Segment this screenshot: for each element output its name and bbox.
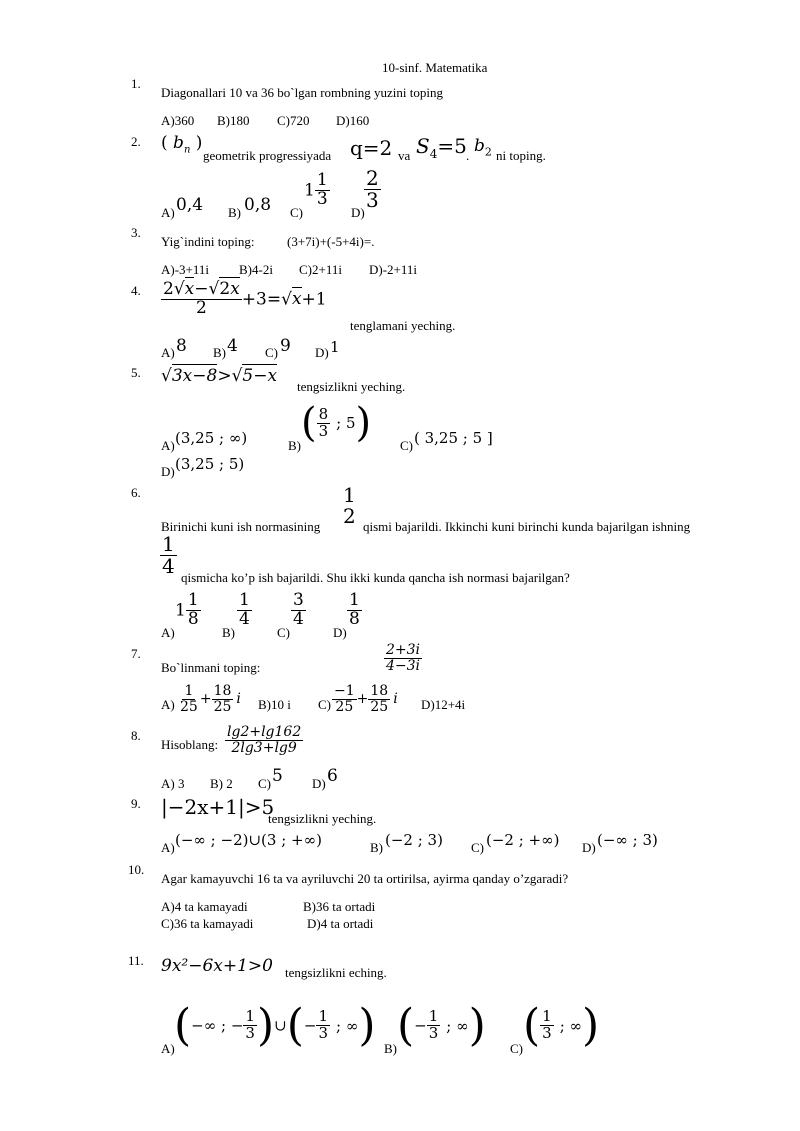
option-a-value: 8	[176, 336, 187, 356]
option-d-label: D)	[315, 345, 329, 360]
option-d-label: D)	[161, 464, 175, 479]
option-d-label: D)	[351, 205, 365, 220]
question-text: qismicha ko’p ish bajarildi. Shu ikki kunda qancha ish normasi bajarilgan?	[181, 570, 570, 585]
question-expression: (3+7i)+(-5+4i)=.	[287, 234, 375, 249]
option-c-label: C)	[318, 697, 331, 712]
question-text: qismi bajarildi. Ikkinchi kuni birinchi kunda bajarilgan ishning	[363, 519, 691, 534]
equation: $\frac{2√x-√2x}{2}$ +3=√x+1	[163, 279, 327, 318]
option-c-value: $\frac{-1}{25}$ + $\frac{18}{25}$ i	[334, 683, 398, 715]
question-text: Hisoblang:	[161, 737, 219, 752]
option-b-value: (− $\frac{1}{3}$ ; ∞)	[397, 1000, 486, 1051]
option-b-value: 4	[227, 336, 238, 356]
log-expression: $\frac{\lg 2+\lg 162}{2\lg 3+\lg 9}$	[227, 724, 302, 756]
question-text: geometrik progressiyada	[203, 148, 332, 163]
option-c: C)2+11i	[299, 262, 342, 277]
option-c-label: C)	[471, 840, 484, 855]
option-c-label: C)	[290, 205, 303, 220]
option-b-label: B)	[370, 840, 383, 855]
page-header: 10-sinf. Matematika	[382, 60, 488, 75]
option-a-value: 0,4	[176, 195, 204, 215]
option-c-value: (−2 ; +∞)	[486, 831, 560, 849]
question-number: 7.	[131, 646, 141, 661]
question-number: 3.	[131, 225, 141, 240]
option-d-value: 6	[327, 766, 338, 786]
option-a-label: A)	[161, 345, 175, 360]
option-d-value: $\frac{2}{3}$	[366, 166, 379, 212]
option-d-value: $\frac{1}{8}$	[349, 590, 360, 629]
sequence-expression: ( $b_n$ )	[161, 133, 203, 156]
question-text: Bo`linmani toping:	[161, 660, 261, 675]
option-c-value: 5	[272, 766, 283, 786]
inequality: 9x²−6x+1>0	[161, 956, 273, 976]
question-text: Agar kamayuvchi 16 ta va ayriluvchi 20 ta ortirilsa, ayirma qanday o’zgaradi?	[161, 871, 569, 886]
option-b-label: B)	[288, 438, 301, 453]
option-a: A)-3+11i	[161, 262, 210, 277]
option-a: A) 3	[161, 776, 185, 791]
option-b-value: $\frac{1}{4}$	[239, 590, 250, 629]
question-number: 9.	[131, 796, 141, 811]
separator: .	[466, 148, 470, 163]
fraction-half: 1 2	[343, 483, 356, 528]
connector-text: va	[398, 148, 411, 163]
question-number: 10.	[128, 862, 145, 877]
question-number: 5.	[131, 365, 141, 380]
option-d-value: 1	[330, 338, 340, 356]
option-d: D)-2+11i	[369, 262, 418, 277]
question-number: 8.	[131, 728, 141, 743]
option-a-label: A)	[161, 697, 175, 712]
option-a: A)4 ta kamayadi	[161, 899, 248, 914]
option-c-label: C)	[258, 776, 271, 791]
question-text: Diagonallari 10 va 36 bo`lgan rombning yuzini toping	[161, 85, 443, 100]
option-c-label: C)	[277, 625, 290, 640]
option-d-value: (3,25 ; 5)	[175, 455, 245, 473]
option-d: D)12+4i	[421, 697, 466, 712]
option-d-value: (−∞ ; 3)	[597, 831, 658, 849]
option-a-label: A)	[161, 840, 175, 855]
option-a-label: A)	[161, 625, 175, 640]
option-b-value: 0,8	[244, 195, 272, 215]
option-b: B)36 ta ortadi	[303, 899, 376, 914]
question-text: tenglamani yeching.	[350, 318, 456, 333]
option-c-value: $\frac{3}{4}$	[293, 590, 304, 629]
option-a-value: (3,25 ; ∞)	[175, 429, 248, 447]
option-a-value: 1 $\frac{1}{8}$	[175, 590, 199, 629]
option-c-value: ( $\frac{1}{3}$ ; ∞)	[523, 1000, 600, 1051]
ratio-expression: q=2	[350, 136, 393, 160]
option-c-label: C)	[400, 438, 413, 453]
option-a: A)360	[161, 113, 195, 128]
option-b-label: B)	[222, 625, 235, 640]
fraction-quarter: $\frac{1}{4}$	[162, 532, 175, 578]
question-number: 4.	[131, 283, 141, 298]
question-text: tengsizlikni yeching.	[268, 811, 377, 826]
inequality: |−2x+1|>5	[161, 795, 275, 819]
option-b: B) 2	[210, 776, 233, 791]
option-d-label: D)	[582, 840, 596, 855]
option-b-value: (−2 ; 3)	[385, 831, 443, 849]
option-b-label: B)	[213, 345, 226, 360]
option-c-label: C)	[510, 1041, 523, 1056]
option-b-label: B)	[384, 1041, 397, 1056]
question-text: tengsizlikni eching.	[285, 965, 387, 980]
term-expression: $b_2$	[474, 136, 492, 159]
option-a-value: $\frac{1}{25}$ + $\frac{18}{25}$ i	[180, 683, 241, 715]
option-a-label: A)	[161, 438, 175, 453]
question-text: tengsizlikni yeching.	[297, 379, 406, 394]
question-text: ni toping.	[496, 148, 546, 163]
option-b: B)4-2i	[239, 262, 273, 277]
quotient-expression: $\frac{2+3i}{4-3i}$	[386, 642, 421, 674]
question-number: 2.	[131, 134, 141, 149]
option-b-value: ( $\frac{8}{3}$ ; 5)	[301, 400, 372, 446]
question-text: Yig`indini toping:	[161, 234, 255, 249]
option-b: B)10 i	[258, 697, 291, 712]
option-d: D)160	[336, 113, 370, 128]
option-a-value: (−∞ ; −2)∪(3 ; +∞)	[175, 831, 322, 849]
question-number: 6.	[131, 485, 141, 500]
option-d-label: D)	[333, 625, 347, 640]
inequality: √3x−8>√5−x	[161, 366, 278, 386]
option-a-value: (−∞ ; − $\frac{1}{3}$ )∪(− $\frac{1}{3}$ ; ∞)	[174, 1000, 376, 1051]
option-c: C)720	[277, 113, 310, 128]
option-c-value: 9	[280, 336, 291, 356]
option-c: C)36 ta kamayadi	[161, 916, 254, 931]
option-a-label: A)	[161, 205, 175, 220]
option-c-value: 1 $\frac{1}{3}$	[304, 170, 328, 209]
question-number: 1.	[131, 76, 141, 91]
sum-expression: $S_4=5$	[416, 134, 467, 161]
option-b: B)180	[217, 113, 250, 128]
option-a-label: A)	[161, 1041, 175, 1056]
option-c-value: ( 3,25 ; 5 ]	[414, 429, 493, 447]
option-d: D)4 ta ortadi	[307, 916, 374, 931]
question-text: Birinichi kuni ish normasining	[161, 519, 321, 534]
option-b-label: B)	[228, 205, 241, 220]
option-c-label: C)	[265, 345, 278, 360]
question-number: 11.	[128, 953, 144, 968]
option-d-label: D)	[312, 776, 326, 791]
